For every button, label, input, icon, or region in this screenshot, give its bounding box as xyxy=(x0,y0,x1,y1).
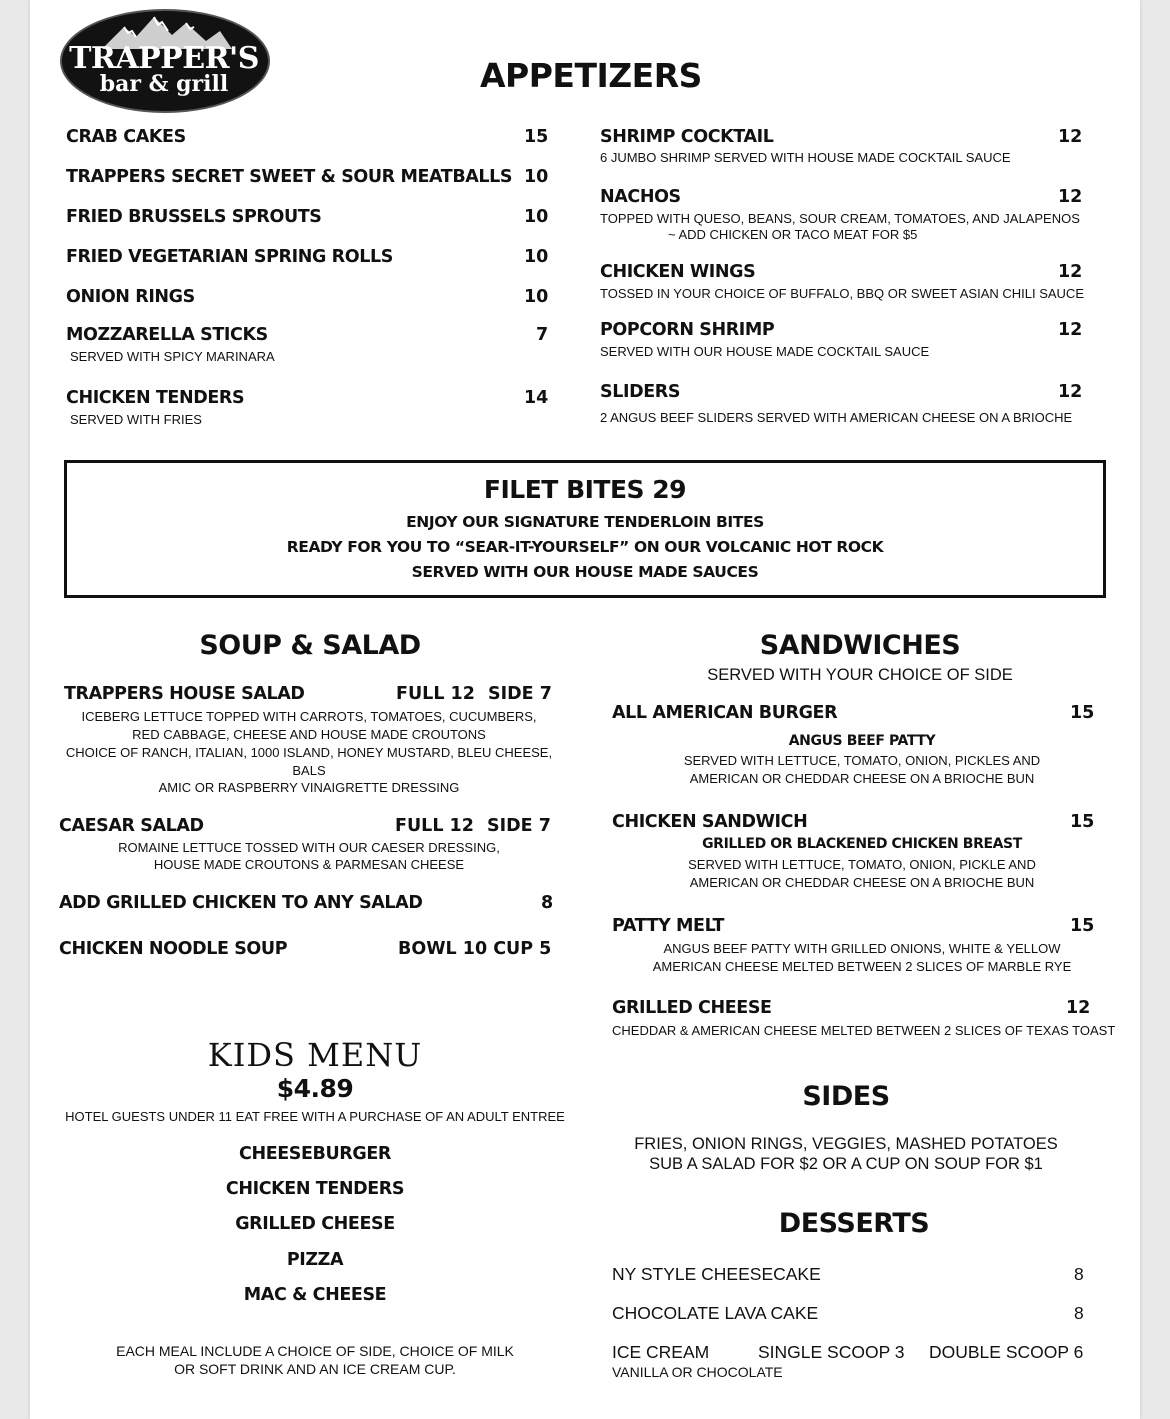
sandwich-name: CHICKEN SANDWICH xyxy=(612,812,808,832)
sandwich-desc: CHEDDAR & AMERICAN CHEESE MELTED BETWEEN 2 SLICES OF TEXAS TOAST xyxy=(612,1023,1116,1038)
salad-side-price: SIDE 7 xyxy=(488,684,552,704)
dessert-price-double: DOUBLE SCOOP 6 xyxy=(929,1342,1084,1362)
dessert-name: NY STYLE CHEESECAKE xyxy=(612,1264,821,1284)
add-chicken-price: 8 xyxy=(541,893,554,913)
salad-full-price: FULL 12 xyxy=(396,684,475,704)
kids-menu-footnote: EACH MEAL INCLUDE A CHOICE OF SIDE, CHOICE OF MILK xyxy=(116,1343,514,1359)
appetizer-desc: SERVED WITH FRIES xyxy=(70,412,202,427)
sandwich-name: PATTY MELT xyxy=(612,916,725,936)
sandwich-desc: SERVED WITH LETTUCE, TOMATO, ONION, PICKLE AND xyxy=(688,857,1036,872)
appetizer-price: 10 xyxy=(524,207,549,227)
soup-salad-heading: SOUP & SALAD xyxy=(199,630,421,661)
appetizer-price: 12 xyxy=(1058,262,1083,282)
menu-page xyxy=(30,0,1140,1419)
sandwiches-heading: SANDWICHES xyxy=(759,630,961,661)
kids-menu-heading: KIDS MENU xyxy=(207,1036,423,1074)
appetizer-name: FRIED BRUSSELS SPROUTS xyxy=(66,207,322,227)
sandwich-desc: SERVED WITH LETTUCE, TOMATO, ONION, PICKLES AND xyxy=(683,753,1041,768)
appetizer-price: 7 xyxy=(536,325,549,345)
dessert-price: 8 xyxy=(1074,1303,1084,1323)
appetizer-name: ONION RINGS xyxy=(66,287,195,307)
sandwich-desc: AMERICAN OR CHEDDAR CHEESE ON A BRIOCHE BUN xyxy=(689,771,1035,786)
salad-full-price: FULL 12 xyxy=(395,816,474,836)
kids-menu-note: HOTEL GUESTS UNDER 11 EAT FREE WITH A PURCHASE OF AN ADULT ENTREE xyxy=(65,1109,565,1124)
appetizer-desc: 6 JUMBO SHRIMP SERVED WITH HOUSE MADE COCKTAIL SAUCE xyxy=(600,150,1011,165)
appetizer-price: 12 xyxy=(1058,382,1083,402)
sandwiches-subheading: SERVED WITH YOUR CHOICE OF SIDE xyxy=(707,666,1013,684)
appetizer-desc: ~ ADD CHICKEN OR TACO MEAT FOR $5 xyxy=(668,227,918,242)
sandwich-name: GRILLED CHEESE xyxy=(612,998,772,1018)
sandwich-desc: ANGUS BEEF PATTY WITH GRILLED ONIONS, WHITE & YELLOW xyxy=(663,941,1061,956)
dessert-price-single: SINGLE SCOOP 3 xyxy=(758,1342,905,1362)
salad-name: CAESAR SALAD xyxy=(59,816,204,836)
appetizer-price: 10 xyxy=(524,287,549,307)
salad-side-price: SIDE 7 xyxy=(487,816,551,836)
sandwich-price: 12 xyxy=(1066,998,1091,1018)
filet-title: FILET BITES 29 xyxy=(483,475,687,504)
filet-bites-box xyxy=(64,460,1106,598)
appetizer-name: MOZZARELLA STICKS xyxy=(66,325,268,345)
appetizer-name: CHICKEN WINGS xyxy=(600,262,756,282)
sides-note: SUB A SALAD FOR $2 OR A CUP ON SOUP FOR $1 xyxy=(649,1155,1043,1173)
logo xyxy=(60,9,270,113)
kids-menu-price: $4.89 xyxy=(276,1074,354,1103)
soup-name: CHICKEN NOODLE SOUP xyxy=(59,939,288,959)
appetizer-price: 12 xyxy=(1058,127,1083,147)
appetizer-price: 10 xyxy=(524,167,549,187)
sandwich-name: ALL AMERICAN BURGER xyxy=(612,703,838,723)
dessert-name: CHOCOLATE LAVA CAKE xyxy=(612,1303,819,1323)
sandwich-price: 15 xyxy=(1070,916,1095,936)
desserts-heading: DESSERTS xyxy=(778,1208,930,1239)
filet-line: ENJOY OUR SIGNATURE TENDERLOIN BITES xyxy=(406,513,764,531)
sandwich-highlight: GRILLED OR BLACKENED CHICKEN BREAST xyxy=(702,836,1022,852)
salad-desc: AMIC OR RASPBERRY VINAIGRETTE DRESSING xyxy=(158,780,460,795)
salad-desc: RED CABBAGE, CHEESE AND HOUSE MADE CROUTONS xyxy=(132,727,486,742)
logo-tagline: bar & grill xyxy=(99,71,229,97)
appetizer-desc: 2 ANGUS BEEF SLIDERS SERVED WITH AMERICAN CHEESE ON A BRIOCHE xyxy=(600,410,1073,425)
appetizer-name: NACHOS xyxy=(600,187,681,207)
appetizer-desc: SERVED WITH SPICY MARINARA xyxy=(70,349,275,364)
appetizer-price: 15 xyxy=(524,127,549,147)
sides-list: FRIES, ONION RINGS, VEGGIES, MASHED POTATOES xyxy=(634,1135,1058,1153)
logo-name: TRAPPER'S xyxy=(69,41,259,76)
kids-menu-footnote: OR SOFT DRINK AND AN ICE CREAM CUP. xyxy=(174,1361,456,1377)
dessert-name: ICE CREAM xyxy=(612,1342,710,1362)
appetizer-price: 10 xyxy=(524,247,549,267)
add-chicken-item: ADD GRILLED CHICKEN TO ANY SALAD xyxy=(59,893,423,913)
kids-menu-item: CHICKEN TENDERS xyxy=(225,1179,405,1199)
appetizer-desc: TOPPED WITH QUESO, BEANS, SOUR CREAM, TOMATOES, AND JALAPENOS xyxy=(600,211,1080,226)
appetizer-price: 12 xyxy=(1058,320,1083,340)
sandwich-price: 15 xyxy=(1070,812,1095,832)
kids-menu-item: PIZZA xyxy=(286,1250,344,1270)
dessert-desc: VANILLA OR CHOCOLATE xyxy=(612,1364,783,1380)
sandwich-price: 15 xyxy=(1070,703,1095,723)
sandwich-highlight: ANGUS BEEF PATTY xyxy=(788,733,936,749)
salad-desc: BALS xyxy=(292,763,326,778)
sandwich-desc: AMERICAN OR CHEDDAR CHEESE ON A BRIOCHE BUN xyxy=(689,875,1035,890)
sides-heading: SIDES xyxy=(802,1081,890,1112)
filet-line: READY FOR YOU TO “SEAR-IT-YOURSELF” ON OUR VOLCANIC HOT ROCK xyxy=(286,538,884,556)
appetizers-heading: APPETIZERS xyxy=(480,56,702,95)
salad-desc: ROMAINE LETTUCE TOSSED WITH OUR CAESER DRESSING, xyxy=(118,840,500,855)
salad-desc: CHOICE OF RANCH, ITALIAN, 1000 ISLAND, HONEY MUSTARD, BLEU CHEESE, xyxy=(65,745,553,760)
appetizer-name: TRAPPERS SECRET SWEET & SOUR MEATBALLS xyxy=(66,167,513,187)
salad-name: TRAPPERS HOUSE SALAD xyxy=(64,684,305,704)
sandwich-desc: AMERICAN CHEESE MELTED BETWEEN 2 SLICES OF MARBLE RYE xyxy=(652,959,1072,974)
appetizer-desc: TOSSED IN YOUR CHOICE OF BUFFALO, BBQ OR SWEET ASIAN CHILI SAUCE xyxy=(600,286,1084,301)
appetizer-name: FRIED VEGETARIAN SPRING ROLLS xyxy=(66,247,393,267)
salad-desc: HOUSE MADE CROUTONS & PARMESAN CHEESE xyxy=(153,857,465,872)
kids-menu-item: MAC & CHEESE xyxy=(243,1285,387,1305)
appetizer-desc: SERVED WITH OUR HOUSE MADE COCKTAIL SAUCE xyxy=(600,344,930,359)
filet-line: SERVED WITH OUR HOUSE MADE SAUCES xyxy=(411,563,759,581)
appetizer-price: 12 xyxy=(1058,187,1083,207)
appetizer-name: POPCORN SHRIMP xyxy=(600,320,775,340)
appetizer-name: SHRIMP COCKTAIL xyxy=(600,127,774,147)
soup-price: BOWL 10 CUP 5 xyxy=(398,939,552,959)
appetizer-name: CRAB CAKES xyxy=(66,127,186,147)
kids-menu-item: CHEESEBURGER xyxy=(239,1144,391,1164)
appetizer-name: SLIDERS xyxy=(600,382,681,402)
dessert-price: 8 xyxy=(1074,1264,1084,1284)
kids-menu-item: GRILLED CHEESE xyxy=(235,1214,395,1234)
appetizer-price: 14 xyxy=(524,388,549,408)
salad-desc: ICEBERG LETTUCE TOPPED WITH CARROTS, TOMATOES, CUCUMBERS, xyxy=(81,709,537,724)
appetizer-name: CHICKEN TENDERS xyxy=(66,388,245,408)
